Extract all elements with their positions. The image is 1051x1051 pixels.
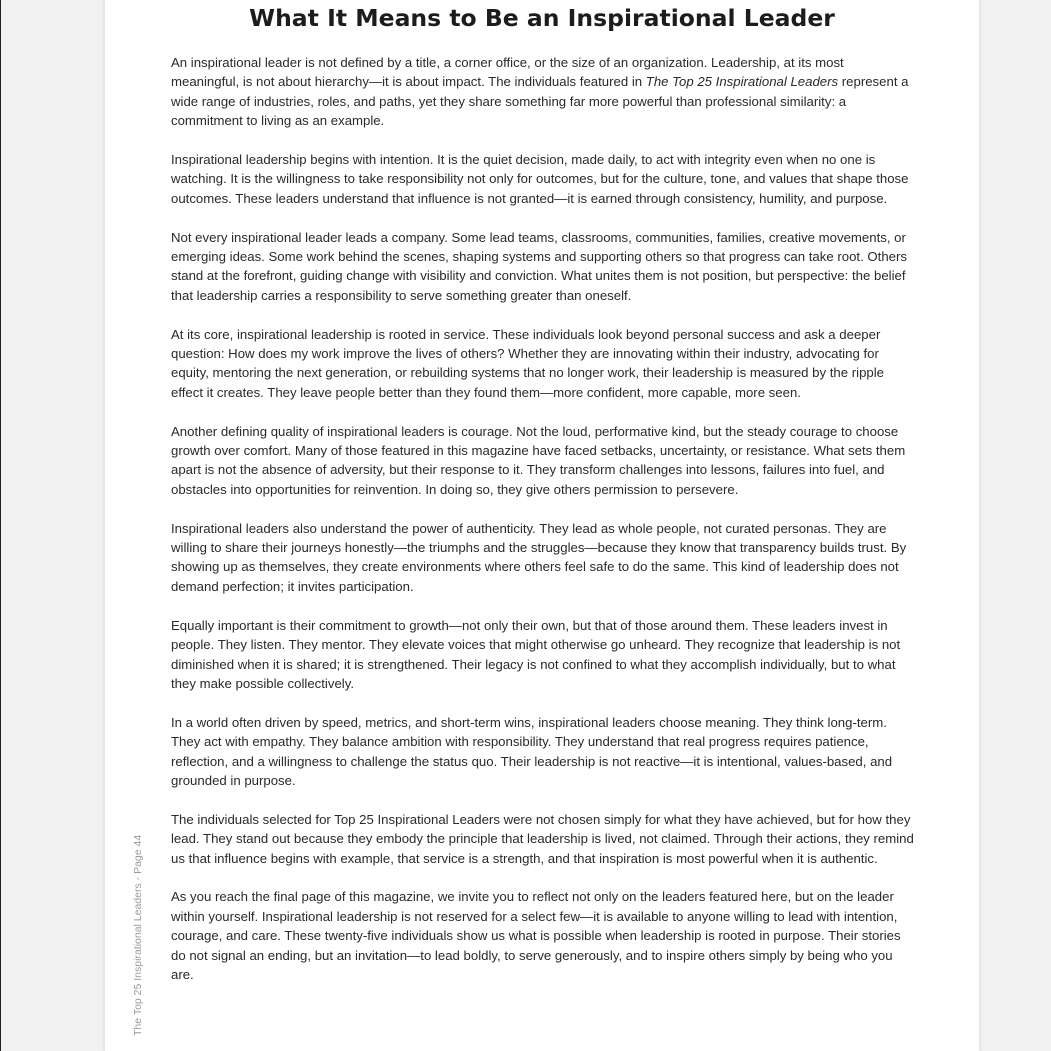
paragraph-3: Not every inspirational leader leads a company. Some lead teams, classrooms, communities, families, creative movements, or emerging ideas. Some work behind the scenes, shaping systems and supporting others so that progress can take root. Others stand at the forefront, guiding change with visibility and conviction. What unites them is not position, but perspective: the belief that leadership carries a responsibility to serve something greater than oneself.: [171, 229, 907, 303]
document-page: [104, 0, 980, 1051]
page-footer-vertical: The Top 25 Inspirational Leaders - Page 44: [132, 834, 144, 1036]
paragraph-1: [171, 53, 915, 131]
paragraph-9: The individuals selected for Top 25 Inspirational Leaders were not chosen simply for what they have achieved, but for how they lead. They stand out because they embody the principle that leadership is lived, not claimed. Through their actions, they remind us that influence begins with example, that service is a strength, and that inspiration is most powerful when it is authentic.: [171, 811, 914, 866]
paragraph-8: In a world often driven by speed, metrics, and short-term wins, inspirational leaders choose meaning. They think long-term. They act with empathy. They balance ambition with responsibility. They understand that real progress requires patience, reflection, and a willingness to challenge the status quo. Their leadership is not reactive—it is intentional, values-based, and grounded in purpose.: [171, 714, 893, 788]
paragraph-6: Inspirational leaders also understand the power of authenticity. They lead as whole people, not curated personas. They are willing to share their journeys honestly—the triumphs and the struggles—because they know that transparency builds trust. By showing up as themselves, they create environments where others feel safe to do the same. This kind of leadership does not demand perfection; it invites participation.: [171, 520, 907, 594]
paragraph-5: Another defining quality of inspirational leaders is courage. Not the loud, performative kind, but the steady courage to choose growth over comfort. Many of those featured in this magazine have faced setbacks, uncertainty, or resistance. What sets them apart is not the absence of adversity, but their response to it. They transform challenges into lessons, failures into fuel, and obstacles into opportunities for reinvention. In doing so, they give others permission to persevere.: [171, 423, 906, 497]
paragraph-2: Inspirational leadership begins with intention. It is the quiet decision, made daily, to act with integrity even when no one is watching. It is the willingness to take responsibility not only for outcomes, but for the culture, tone, and values that shape those outcomes. These leaders understand that influence is not granted—it is earned through consistency, humility, and purpose.: [171, 152, 909, 206]
paragraph-10: As you reach the final page of this magazine, we invite you to reflect not only on the leaders featured here, but on the leader within yourself. Inspirational leadership is not reserved for a select few—it is available to anyone willing to lead with intention, courage, and care. These twenty-five individuals show us what is possible when leadership is rooted in purpose. Their stories do not signal an ending, but an invitation—to lead boldly, to serve generously, and to inspire others simply by being who you are.: [171, 889, 901, 982]
paragraph-4: At its core, inspirational leadership is rooted in service. These individuals look beyond personal success and ask a deeper question: How does my work improve the lives of others? Whether they are innovating within their industry, advocating for equity, mentoring the next generation, or rebuilding systems that no longer work, their leadership is measured by the ripple effect it creates. They leave people better than they found them—more confident, more capable, more seen.: [171, 326, 884, 400]
viewer-left-border: [0, 0, 1, 1051]
page-title: What It Means to Be an Inspirational Leader: [249, 4, 835, 32]
article-body: [171, 53, 915, 1004]
paragraph-1-text: An inspirational leader is not defined by a title, a corner office, or the size of an organization. Leadership, at its most meaningful, is not about hierarchy—it is about impact. The individuals featured in: [171, 55, 844, 90]
magazine-title-italic: The Top 25 Inspirational Leaders: [645, 74, 839, 90]
paragraph-1-text-end: represent a wide range of industries, roles, and paths, yet they share something far more powerful than professional similarity: a commitment to living as an example.: [171, 74, 909, 129]
paragraph-7: Equally important is their commitment to growth—not only their own, but that of those around them. These leaders invest in people. They listen. They mentor. They elevate voices that might otherwise go unheard. They recognize that leadership is not diminished when it is shared; it is strengthened. Their legacy is not confined to what they accomplish individually, but to what they make possible collectively.: [171, 617, 901, 691]
